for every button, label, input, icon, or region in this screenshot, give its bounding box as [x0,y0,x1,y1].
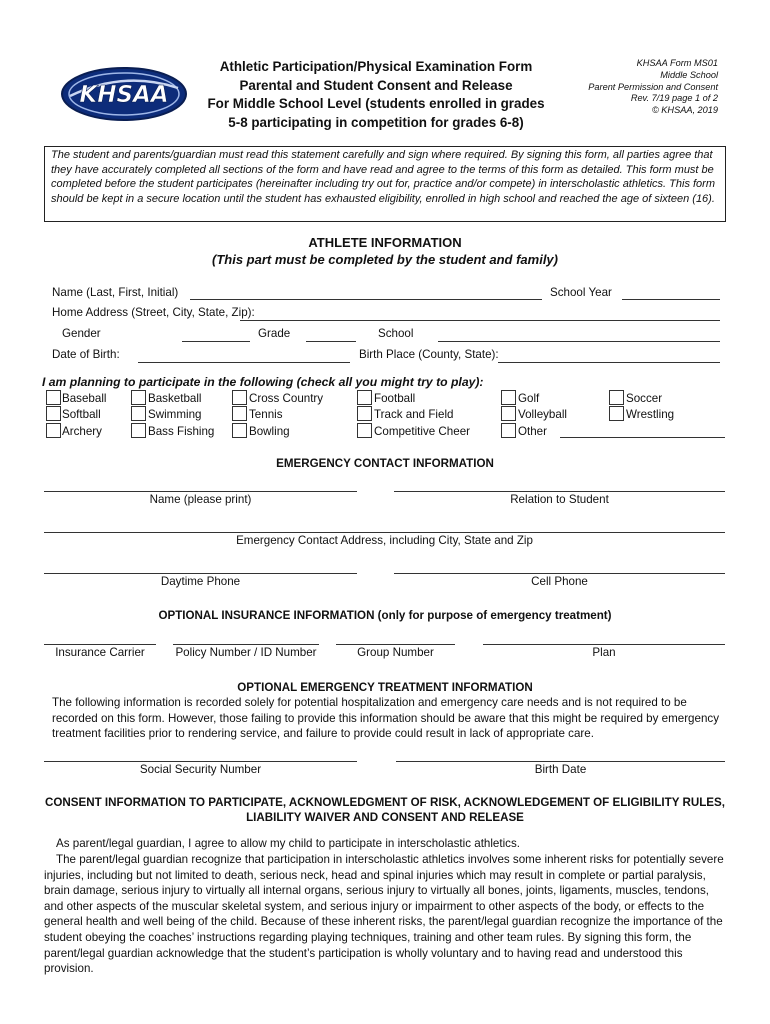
emergency-address-field[interactable] [44,532,725,533]
cell-phone-field[interactable] [394,573,725,574]
gender-field[interactable] [182,341,250,342]
group-number-label: Group Number [357,646,434,659]
home-address-field[interactable] [240,320,720,321]
soccer-checkbox[interactable] [609,390,624,405]
golf-checkbox[interactable] [501,390,516,405]
birthplace-field[interactable] [498,362,720,363]
swimming-checkbox[interactable] [131,406,146,421]
swimming-label: Swimming [148,408,202,421]
name-field[interactable] [190,299,542,300]
track-and-field-label: Track and Field [374,408,454,421]
school-field[interactable] [438,341,720,342]
name-label: Name (Last, First, Initial) [52,286,179,299]
consent-title-line1: CONSENT INFORMATION TO PARTICIPATE, ACKNOWLEDGMENT OF RISK, ACKNOWLEDGEMENT OF ELIGIBILITY RULES, [45,796,725,809]
emergency-section-title: EMERGENCY CONTACT INFORMATION [276,457,494,470]
sports-prompt: I am planning to participate in the following (check all you might try to play): [42,375,484,389]
dob-field[interactable] [138,362,350,363]
wrestling-label: Wrestling [626,408,675,421]
cell-phone-label: Cell Phone [531,575,588,588]
volleyball-label: Volleyball [518,408,567,421]
competitive-cheer-checkbox[interactable] [357,423,372,438]
football-label: Football [374,392,416,405]
other-sport-field[interactable] [560,437,725,438]
track-and-field-checkbox[interactable] [357,406,372,421]
bass-fishing-checkbox[interactable] [131,423,146,438]
competitive-cheer-label: Competitive Cheer [374,425,471,438]
grade-label: Grade [258,327,291,340]
khsaa-logo [60,66,188,122]
form-meta [518,58,718,117]
other-checkbox[interactable] [501,423,516,438]
birthplace-label: Birth Place (County, State): [359,348,499,361]
relation-field[interactable] [394,491,725,492]
plan-field[interactable] [483,644,725,645]
archery-checkbox[interactable] [46,423,61,438]
home-address-label: Home Address (Street, City, State, Zip): [52,306,255,319]
grade-field[interactable] [306,341,356,342]
emergency-address-label: Emergency Contact Address, including City, State and Zip [236,534,533,547]
bowling-label: Bowling [249,425,290,438]
treatment-text: The following information is recorded solely for potential hospitalization and emergency care needs and is not required to be recorded on this form. However, those failing to provide this information should be aware that this might be required by emergency treatment facilities prior to rendering service, and failure to provide could result in lack of appropriate care. [52,696,719,741]
archery-label: Archery [62,425,102,438]
consent-paragraph-2: The parent/legal guardian recognize that participation in interscholastic athletics involves some inherent risks for potentially severe injuries, including but not limited to death, serious neck, head and spinal injuries which may result in complete or partial paralysis, brain damage, serious injury to virtually all internal organs, serious injury to virtually all bones, joints, ligaments, muscles, tendons, and other aspects of the muscular skeletal system, and serious injury or impairment to other aspects of the body, or effects to the general health and well being of the child. Because of these inherent risks, the parent/legal guardian recognize the importance of the student obeying the coaches’ instructions regarding playing techniques, training and other team rules. By signing this form, the parent/legal guardian acknowledge that the student’s participation is wholly voluntary and to having read and understood this provision. [44,853,724,976]
volleyball-checkbox[interactable] [501,406,516,421]
meta-line: KHSAA Form MS01 [636,58,718,68]
logo-text: KHSAA [79,82,169,108]
tennis-checkbox[interactable] [232,406,247,421]
meta-line: © KHSAA, 2019 [651,105,718,116]
title-line: Athletic Participation/Physical Examination Form [219,59,533,74]
baseball-label: Baseball [62,392,107,405]
group-number-field[interactable] [336,644,455,645]
plan-label: Plan [592,646,616,659]
school-year-label: School Year [550,286,612,299]
policy-number-field[interactable] [173,644,319,645]
consent-paragraph-1: As parent/legal guardian, I agree to allow my child to participate in interscholastic athletics. [56,837,520,850]
tennis-label: Tennis [249,408,283,421]
soccer-label: Soccer [626,392,663,405]
title-line: For Middle School Level (students enrolled in grades [207,96,545,111]
athlete-section-subtitle: (This part must be completed by the student and family) [212,252,558,267]
basketball-label: Basketball [148,392,202,405]
school-label: School [378,327,414,340]
title-line: Parental and Student Consent and Release [239,77,513,93]
softball-checkbox[interactable] [46,406,61,421]
cross-country-label: Cross Country [249,392,324,405]
birth-date-field[interactable] [396,761,725,762]
school-year-field[interactable] [622,299,720,300]
softball-label: Softball [62,408,101,421]
policy-number-label: Policy Number / ID Number [175,646,317,659]
ssn-label: Social Security Number [139,763,262,776]
meta-line: Rev. 7/19 page 1 of 2 [630,93,718,104]
football-checkbox[interactable] [357,390,372,405]
other-label: Other [518,425,547,438]
khsaa-logo-graphic [60,66,188,122]
birth-date-label: Birth Date [534,763,587,776]
consent-title-line2: LIABILITY WAIVER AND CONSENT AND RELEASE [246,811,524,824]
ssn-field[interactable] [44,761,357,762]
instructions-notice: The student and parents/guardian must read this statement carefully and sign where required. By signing this form, all parties agree that they have accurately completed all sections of the form and have read and agree to the terms of this form as detailed. This form must be completed before the student participates (hereinafter including try out for, practice and/or compete) in interscholastic athletics. This form should be kept in a secure location until the student has exhausted eligibility, enrolled in high school and reached the age of sixteen (16). [44,146,726,222]
form-title [196,58,556,132]
insurance-carrier-label: Insurance Carrier [55,646,145,659]
emergency-name-field[interactable] [44,491,357,492]
relation-label: Relation to Student [510,493,609,506]
athlete-section-title: ATHLETE INFORMATION [308,235,462,250]
golf-label: Golf [518,392,540,405]
dob-label: Date of Birth: [52,348,120,361]
emergency-name-label: Name (please print) [149,493,252,506]
meta-line: Middle School [660,69,718,80]
bass-fishing-label: Bass Fishing [148,425,215,438]
insurance-section-title: OPTIONAL INSURANCE INFORMATION (only for purpose of emergency treatment) [158,609,612,622]
gender-label: Gender [62,327,101,340]
wrestling-checkbox[interactable] [609,406,624,421]
insurance-carrier-field[interactable] [44,644,156,645]
cross-country-checkbox[interactable] [232,390,247,405]
meta-line: Parent Permission and Consent [588,81,718,92]
baseball-checkbox[interactable] [46,390,61,405]
daytime-phone-label: Daytime Phone [160,575,241,588]
daytime-phone-field[interactable] [44,573,357,574]
basketball-checkbox[interactable] [131,390,146,405]
title-line: 5-8 participating in competition for grades 6-8) [228,114,524,130]
bowling-checkbox[interactable] [232,423,247,438]
treatment-section-title: OPTIONAL EMERGENCY TREATMENT INFORMATION [237,681,533,694]
